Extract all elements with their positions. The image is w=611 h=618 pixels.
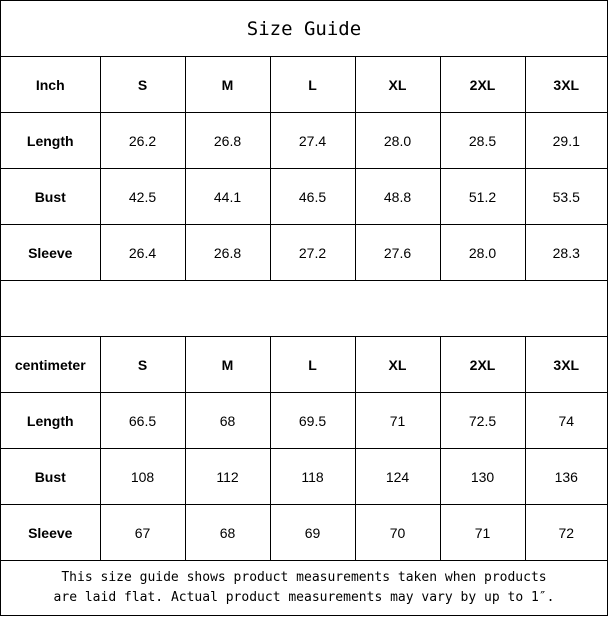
value-cell: 26.4 — [100, 225, 185, 281]
value-cell: 68 — [185, 505, 270, 561]
note-line: are laid flat. Actual product measurements may vary by up to 1″. — [53, 590, 555, 605]
table-row — [1, 505, 607, 561]
value-cell: 27.6 — [355, 225, 440, 281]
value-cell: 26.8 — [185, 225, 270, 281]
value-cell: 67 — [100, 505, 185, 561]
value-cell: 124 — [355, 449, 440, 505]
value-cell: 108 — [100, 449, 185, 505]
value-cell: 28.0 — [440, 225, 525, 281]
size-header-cell: XL — [355, 57, 440, 113]
table-spacer — [1, 281, 607, 337]
size-header-cell: S — [100, 337, 185, 393]
value-cell: 118 — [270, 449, 355, 505]
value-cell: 71 — [355, 393, 440, 449]
value-cell: 44.1 — [185, 169, 270, 225]
size-header-cell: M — [185, 337, 270, 393]
value-cell: 136 — [525, 449, 607, 505]
value-cell: 28.5 — [440, 113, 525, 169]
value-cell: 69.5 — [270, 393, 355, 449]
value-cell: 72 — [525, 505, 607, 561]
table-row — [1, 393, 607, 449]
value-cell: 27.4 — [270, 113, 355, 169]
table-row — [1, 113, 607, 169]
row-label-cell: Sleeve — [1, 225, 100, 281]
value-cell: 66.5 — [100, 393, 185, 449]
value-cell: 72.5 — [440, 393, 525, 449]
unit-header-cell: Inch — [1, 57, 100, 113]
measurement-note — [1, 561, 607, 615]
value-cell: 70 — [355, 505, 440, 561]
value-cell: 53.5 — [525, 169, 607, 225]
value-cell: 28.0 — [355, 113, 440, 169]
table-row — [1, 169, 607, 225]
value-cell: 71 — [440, 505, 525, 561]
size-header-cell: 2XL — [440, 57, 525, 113]
value-cell: 48.8 — [355, 169, 440, 225]
size-header-cell: M — [185, 57, 270, 113]
size-header-cell: 3XL — [525, 337, 607, 393]
value-cell: 68 — [185, 393, 270, 449]
table-header-row — [1, 337, 607, 393]
value-cell: 26.2 — [100, 113, 185, 169]
value-cell: 27.2 — [270, 225, 355, 281]
row-label-cell: Length — [1, 113, 100, 169]
size-header-cell: S — [100, 57, 185, 113]
unit-header-cell: centimeter — [1, 337, 100, 393]
size-header-cell: XL — [355, 337, 440, 393]
value-cell: 29.1 — [525, 113, 607, 169]
size-header-cell: L — [270, 337, 355, 393]
table-row — [1, 449, 607, 505]
size-header-cell: L — [270, 57, 355, 113]
value-cell: 112 — [185, 449, 270, 505]
inch-size-table — [1, 57, 607, 281]
value-cell: 51.2 — [440, 169, 525, 225]
value-cell: 74 — [525, 393, 607, 449]
page-title: Size Guide — [1, 1, 607, 57]
value-cell: 42.5 — [100, 169, 185, 225]
value-cell: 46.5 — [270, 169, 355, 225]
centimeter-size-table — [1, 337, 607, 561]
table-row — [1, 225, 607, 281]
value-cell: 69 — [270, 505, 355, 561]
row-label-cell: Length — [1, 393, 100, 449]
value-cell: 130 — [440, 449, 525, 505]
table-header-row — [1, 57, 607, 113]
row-label-cell: Bust — [1, 169, 100, 225]
row-label-cell: Bust — [1, 449, 100, 505]
row-label-cell: Sleeve — [1, 505, 100, 561]
value-cell: 26.8 — [185, 113, 270, 169]
value-cell: 28.3 — [525, 225, 607, 281]
size-header-cell: 2XL — [440, 337, 525, 393]
size-header-cell: 3XL — [525, 57, 607, 113]
note-line: This size guide shows product measurements taken when products — [61, 570, 547, 585]
